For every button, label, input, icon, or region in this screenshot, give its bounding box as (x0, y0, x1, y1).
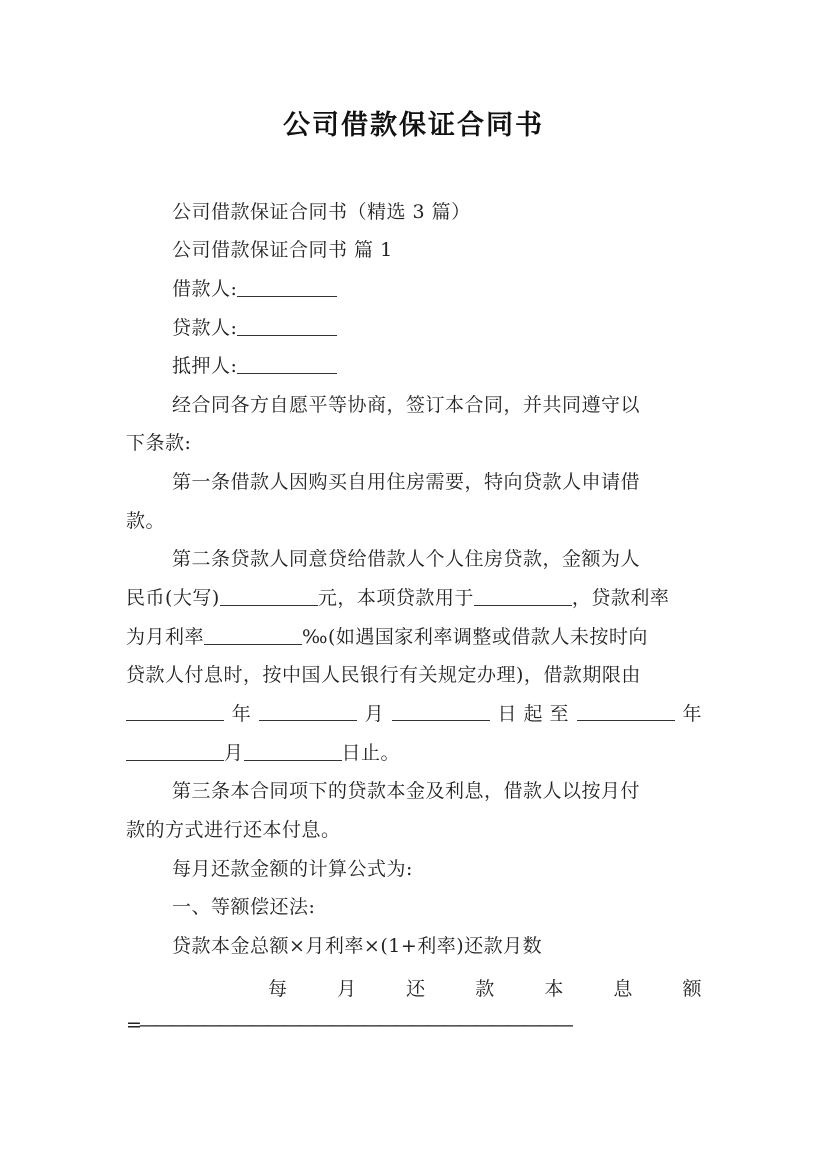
article3-line-2: 款的方式进行还本付息。 (126, 819, 341, 841)
year-label: 年 (231, 703, 252, 725)
borrower-line (172, 277, 702, 301)
monthly-char: 每 (268, 978, 288, 1000)
monthly-char: 还 (406, 978, 426, 1000)
end-month-blank (126, 742, 224, 761)
article2-line-3 (126, 625, 702, 649)
lender-label: 贷款人: (172, 317, 238, 339)
mortgagor-label: 抵押人: (172, 355, 238, 377)
monthly-char: 息 (613, 978, 633, 1000)
article2-line-5 (126, 702, 702, 726)
start-month-blank (259, 702, 357, 721)
mortgagor-line (172, 354, 702, 378)
formula-line: 贷款本金总额×月利率×(1+利率)还款月数 (172, 935, 543, 957)
intro-line-1: 经合同各方自愿平等协商，签订本合同，并共同遵守以 (172, 394, 641, 416)
article3-line-1: 第三条本合同项下的贷款本金及利息，借款人以按月付 (172, 780, 641, 802)
start-year-blank (126, 702, 224, 721)
start-day-blank (392, 702, 490, 721)
purpose-blank (474, 587, 572, 606)
monthly-char: 本 (544, 978, 564, 1000)
monthly-char: 款 (475, 978, 495, 1000)
day-from-label: 日 起 至 (497, 703, 570, 725)
subtitle: 公司借款保证合同书（精选 3 篇） (172, 201, 471, 223)
equals-line: =——————————————————————————— (126, 1014, 571, 1036)
monthly-amount-line (268, 977, 702, 1001)
section-heading: 公司借款保证合同书 篇 1 (172, 239, 393, 261)
article2-line-6 (126, 741, 702, 765)
article2-text: ，贷款利率 (571, 587, 670, 609)
article2-text: 元，本项贷款用于 (317, 587, 474, 609)
document-title: 公司借款保证合同书 (283, 110, 544, 141)
article1-line-2: 款。 (126, 510, 166, 532)
month-label: 月 (224, 742, 244, 764)
borrower-label: 借款人: (172, 278, 238, 300)
article2-line-4: 贷款人付息时，按中国人民银行有关规定办理)，借款期限由 (126, 664, 641, 686)
rate-blank (204, 626, 302, 645)
article2-text: ‰(如遇国家利率调整或借款人未按时向 (302, 626, 648, 648)
lender-line (172, 316, 702, 340)
end-day-blank (244, 742, 342, 761)
end-year-blank (577, 702, 675, 721)
borrower-blank (237, 278, 337, 297)
amount-blank (220, 587, 318, 606)
article2-line-1: 第二条贷款人同意贷给借款人个人住房贷款，金额为人 (172, 548, 641, 570)
mortgagor-blank (237, 355, 337, 374)
monthly-char: 额 (682, 978, 702, 1000)
formula-intro: 每月还款金额的计算公式为: (172, 858, 413, 880)
month-label: 月 (364, 703, 385, 725)
article2-text: 为月利率 (126, 626, 205, 648)
method-one-heading: 一、等额偿还法: (172, 896, 316, 918)
year-label: 年 (682, 703, 702, 725)
intro-line-2: 下条款: (126, 432, 192, 454)
lender-blank (237, 317, 337, 336)
monthly-char: 月 (337, 978, 357, 1000)
article2-text: 民币(大写) (126, 587, 220, 609)
day-end-label: 日止。 (341, 742, 401, 764)
article1-line-1: 第一条借款人因购买自用住房需要，特向贷款人申请借 (172, 471, 641, 493)
article2-line-2 (126, 586, 702, 610)
